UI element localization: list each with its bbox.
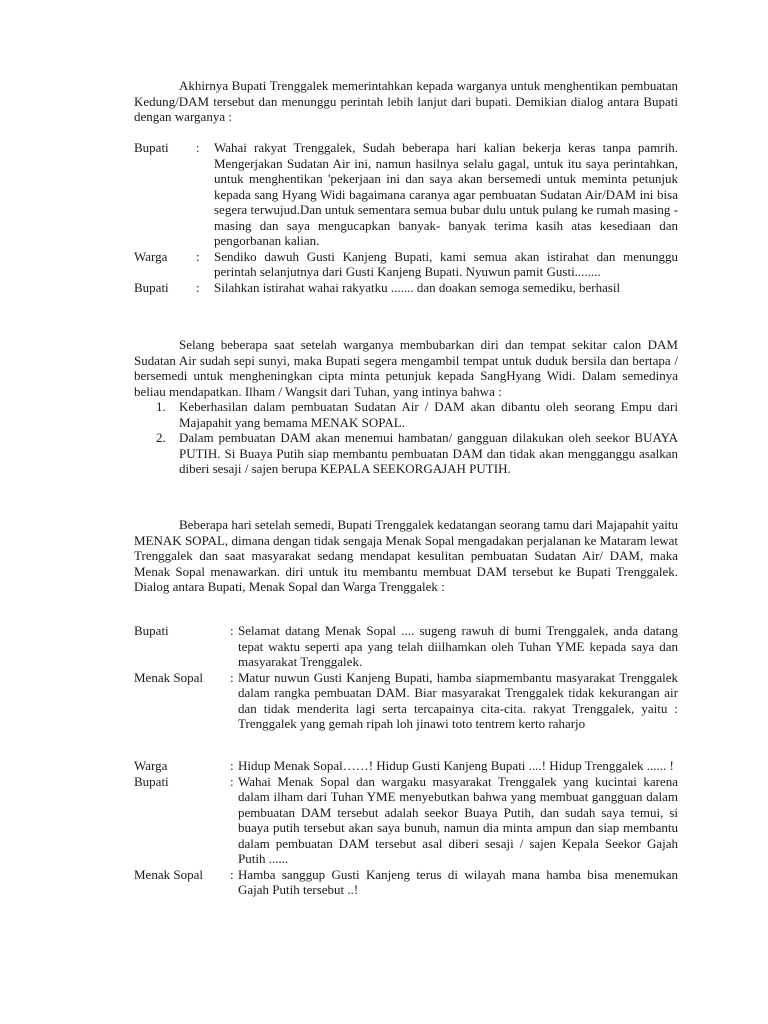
speaker-label: Bupati bbox=[134, 773, 169, 789]
list-item bbox=[134, 399, 678, 430]
speaker-label: Bupati bbox=[134, 623, 169, 638]
dialog-line bbox=[134, 249, 678, 280]
speaker-colon: : bbox=[196, 248, 200, 264]
intro-paragraph bbox=[134, 78, 678, 125]
semedi-text: Selang beberapa saat setelah warganya membubarkan diri dan tempat sekitar calon DAM Sudatan Air sudah sepi sunyi, maka Bupati segera mengambil tempat untuk duduk bersila dan bertapa / bersemedi untuk mengheningkan cipta minta petunjuk kepada SangHyang Widi. Dalam semedinya beliau mendapatkan. Ilham / Wangsit dari Tuhan, yang intinya bahwa : bbox=[134, 337, 678, 399]
dialog-text: Wahai Menak Sopal dan wargaku masyarakat Trenggalek yang kucintai karena dalam ilham dari Tuhan YME menyebutkan bahwa yang membuat gangguan dalam pembuatan DAM tersebut adalah seekor Buaya Putih, dan sudah saya temui, si buaya putih tersebut akan saya bunuh, namun dia minta ampun dan siap membantu dalam pembuatan DAM tersebut asal diberi sesaji / sajen Kepala Seekor Gajah Putih ...... bbox=[238, 773, 678, 866]
speaker-colon: : bbox=[196, 140, 200, 155]
dialog-text: Matur nuwun Gusti Kanjeng Bupati, hamba siapmembantu masyarakat Trenggalek dalam rangka pembuatan DAM. Biar masyarakat Trenggalek tidak kekurangan air dan tidak menderita lagi serta tercapainya cita-cita. rakyat Trenggalek, yaitu : Trenggalek yang gemah ripah loh jinawi toto tentrem kerto raharjo bbox=[238, 669, 678, 731]
dialog-line bbox=[134, 670, 678, 732]
list-item bbox=[134, 430, 678, 477]
dialog-text: Hidup Menak Sopal……! Hidup Gusti Kanjeng Bupati ....! Hidup Trenggalek ...... ! bbox=[238, 758, 674, 773]
list-number: 2. bbox=[156, 430, 166, 445]
speaker-colon: : bbox=[230, 758, 234, 773]
menak-sopal-paragraph bbox=[134, 517, 678, 595]
list-text: Keberhasilan dalam pembuatan Sudatan Air / DAM akan dibantu oleh seorang Empu dari Majapahit yang bemama MENAK SOPAL. bbox=[179, 399, 678, 430]
speaker-label: Bupati bbox=[134, 140, 169, 155]
dialog-text: Selamat datang Menak Sopal .... sugeng rawuh di bumi Trenggalek, anda datang tepat waktu seperti apa yang telah diilhamkan oleh Tuhan YME kepada saya dan masyarakat Trenggalek. bbox=[238, 623, 678, 669]
dialog-warga-bupati-menak-sopal bbox=[134, 758, 678, 898]
list-number: 1. bbox=[156, 399, 166, 414]
dialog-line bbox=[134, 623, 678, 670]
speaker-colon: : bbox=[196, 279, 200, 295]
dialog-line bbox=[134, 280, 678, 296]
menak-sopal-text: Beberapa hari setelah semedi, Bupati Trenggalek kedatangan seorang tamu dari Majapahit yaitu MENAK SOPAL, dimana dengan tidak sengaja Menak Sopal mengadakan perjalanan ke Mataram lewat Trenggalek dan saat masyarakat sedang mendapat kesulitan pembuatan Sudatan Air/ DAM, maka Menak Sopal menawarkan. diri untuk itu membantu membuat DAM tersebut ke Bupati Trenggalek. Dialog antara Bupati, Menak Sopal dan Warga Trenggalek : bbox=[134, 517, 678, 594]
dialog-bupati-warga bbox=[134, 140, 678, 295]
speaker-label: Bupati bbox=[134, 279, 169, 295]
dialog-line bbox=[134, 140, 678, 249]
speaker-colon: : bbox=[230, 866, 234, 882]
dialog-line bbox=[134, 867, 678, 898]
speaker-colon: : bbox=[230, 669, 234, 685]
dialog-line bbox=[134, 774, 678, 867]
dialog-text: Wahai rakyat Trenggalek, Sudah beberapa hari kalian bekerja keras tanpa pamrih. Mengerjakan Sudatan Air ini, namun hasilnya selalu gagal, untuk itu saya perintahkan, untuk menghentikan 'pekerjaan ini dan saya akan bersemedi untuk meminta petunjuk kepada sang Hyang Widi bagaimana caranya agar pembuatan Sudatan Air/DAM ini bisa segera terwujud.Dan untuk sementara semua bubar dulu untuk pulang ke rumah masing -masing dan saya mengucapkan banyak- banyak terima kasih atas kesediaan dan pengorbanan kalian. bbox=[214, 140, 678, 248]
speaker-colon: : bbox=[230, 623, 234, 638]
speaker-colon: : bbox=[230, 773, 234, 789]
intro-text: Akhirnya Bupati Trenggalek memerintahkan kepada warganya untuk menghentikan pembuatan Kedung/DAM tersebut dan menunggu perintah lebih lanjut dari bupati. Demikian dialog antara Bupati dengan warganya : bbox=[134, 78, 678, 124]
semedi-paragraph bbox=[134, 337, 678, 477]
ilham-list bbox=[134, 399, 678, 477]
list-text: Dalam pembuatan DAM akan menemui hambatan/ gangguan dilakukan oleh seekor BUAYA PUTIH. Si Buaya Putih siap membantu pembuatan DAM dan tidak akan mengganggu asalkan diberi sesaji / sajen berupa KEPALA SEEKORGAJAH PUTIH. bbox=[179, 430, 678, 476]
speaker-label: Menak Sopal bbox=[134, 866, 203, 882]
dialog-text: Silahkan istirahat wahai rakyatku ....... dan doakan semoga semediku, berhasil bbox=[214, 279, 621, 295]
speaker-label: Warga bbox=[134, 248, 168, 264]
dialog-line bbox=[134, 758, 678, 774]
speaker-label: Warga bbox=[134, 758, 168, 773]
dialog-bupati-menak-sopal bbox=[134, 623, 678, 732]
dialog-text: Hamba sanggup Gusti Kanjeng terus di wilayah mana hamba bisa menemukan Gajah Putih tersebut ..! bbox=[238, 866, 678, 897]
speaker-label: Menak Sopal bbox=[134, 669, 203, 685]
dialog-text: Sendiko dawuh Gusti Kanjeng Bupati, kami semua akan istirahat dan menunggu perintah selanjutnya dari Gusti Kanjeng Bupati. Nyuwun pamit Gusti........ bbox=[214, 248, 678, 279]
